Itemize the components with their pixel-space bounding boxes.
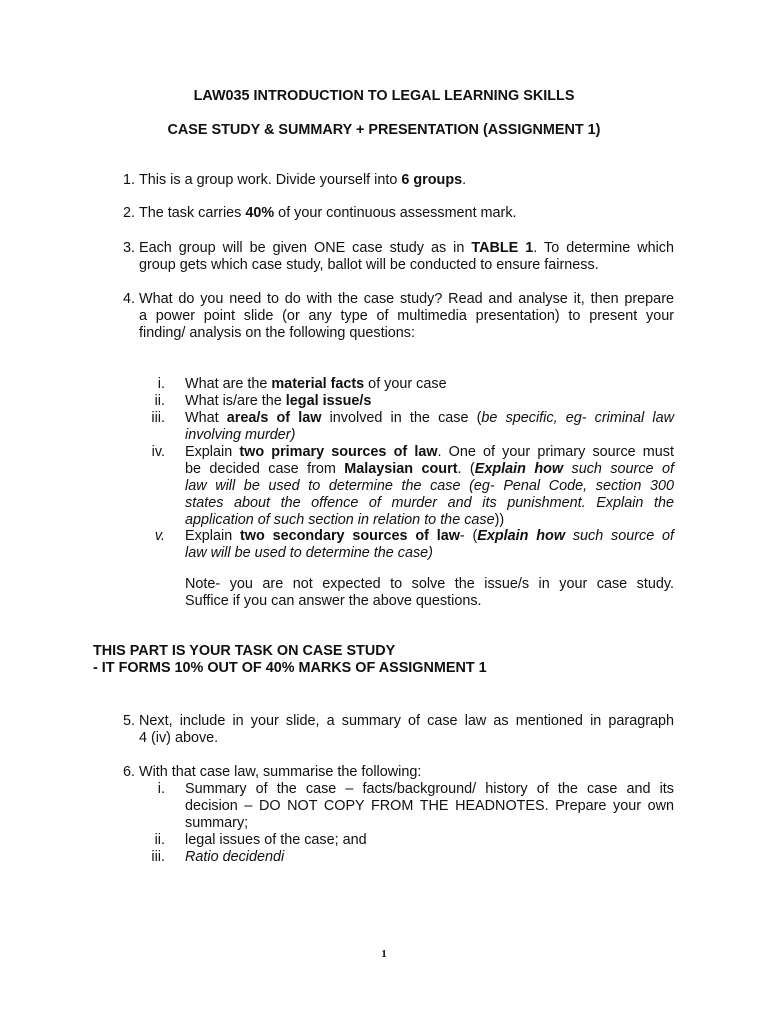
list-item-number: 2. — [122, 205, 135, 221]
text-line: Each group will be given ONE case study as in TABLE 1. To determine which — [139, 240, 674, 256]
list-item-text — [185, 781, 674, 832]
text-line: 4 (iv) above. — [139, 730, 219, 746]
list-item-text — [185, 410, 674, 444]
text-line: Summary of the case – facts/background/ history of the case and its — [185, 781, 674, 797]
list-item-number: i. — [157, 781, 165, 797]
text-line: What are the material facts of your case — [185, 376, 447, 392]
list-item-text — [139, 172, 674, 189]
text-line: application of such section in relation to the case)) — [185, 512, 505, 528]
text-line: summary; — [185, 815, 249, 831]
page-number: 1 — [381, 948, 387, 960]
list-item-number: 5. — [122, 713, 135, 729]
text-line: What do you need to do with the case study? Read and analyse it, then prepare — [139, 291, 674, 307]
text-line: finding/ analysis on the following questions: — [139, 325, 415, 341]
list-item-number: iii. — [151, 849, 165, 865]
text-line: a power point slide (or any type of multimedia presentation) to present your — [139, 308, 674, 324]
text-line: law will be used to determine the case (eg- Penal Code, section 300 — [185, 478, 674, 494]
text-line: decision – DO NOT COPY FROM THE HEADNOTES. Prepare your own — [185, 798, 674, 814]
task-heading-line: THIS PART IS YOUR TASK ON CASE STUDY — [93, 643, 396, 659]
text-line: group gets which case study, ballot will be conducted to ensure fairness. — [139, 257, 599, 273]
list-item-text — [139, 764, 674, 781]
text-line: Explain two secondary sources of law- (Explain how such source of — [185, 528, 674, 544]
text-line: This is a group work. Divide yourself into 6 groups. — [139, 172, 467, 188]
text-line: What area/s of law involved in the case (be specific, eg- criminal law — [185, 410, 674, 426]
note-line: Note- you are not expected to solve the issue/s in your case study. — [185, 576, 674, 592]
text-line: be decided case from Malaysian court. (Explain how such source of — [185, 461, 674, 477]
list-item-text — [185, 444, 674, 529]
list-item-text — [139, 205, 674, 222]
text-line: Ratio decidendi — [185, 849, 285, 865]
text-line: states about the offence of murder and its punishment. Explain the — [185, 495, 674, 511]
text-line: Next, include in your slide, a summary of case law as mentioned in paragraph — [139, 713, 674, 729]
list-item-number: iv. — [151, 444, 165, 460]
list-item-number: ii. — [154, 832, 165, 848]
list-item-text — [185, 376, 674, 393]
list-item-text — [185, 393, 674, 410]
text-line: legal issues of the case; and — [185, 832, 367, 848]
note-paragraph — [185, 576, 674, 610]
list-item-number: 3. — [122, 240, 135, 256]
text-line: Explain two primary sources of law. One of your primary source must — [185, 444, 674, 460]
list-item-number: 4. — [122, 291, 135, 307]
list-item-text — [139, 240, 674, 274]
text-line: involving murder) — [185, 427, 296, 443]
list-item-number: 6. — [122, 764, 135, 780]
text-line: What is/are the legal issue/s — [185, 393, 372, 409]
text-line: The task carries 40% of your continuous assessment mark. — [139, 205, 517, 221]
list-item-text — [185, 849, 674, 866]
list-item-number: ii. — [154, 393, 165, 409]
list-item-number: v. — [154, 528, 165, 544]
list-item-text — [139, 713, 674, 747]
task-heading-line: - IT FORMS 10% OUT OF 40% MARKS OF ASSIGNMENT 1 — [93, 660, 487, 676]
document-subtitle: CASE STUDY & SUMMARY + PRESENTATION (ASSIGNMENT 1) — [167, 122, 601, 138]
text-line: law will be used to determine the case) — [185, 545, 433, 561]
document-title: LAW035 INTRODUCTION TO LEGAL LEARNING SKILLS — [193, 88, 575, 104]
list-item-number: iii. — [151, 410, 165, 426]
list-item-number: i. — [157, 376, 165, 392]
text-line: With that case law, summarise the following: — [139, 764, 422, 780]
list-item-text — [185, 528, 674, 562]
list-item-text — [185, 832, 674, 849]
note-line: Suffice if you can answer the above questions. — [185, 593, 482, 609]
list-item-text — [139, 291, 674, 342]
list-item-number: 1. — [122, 172, 135, 188]
